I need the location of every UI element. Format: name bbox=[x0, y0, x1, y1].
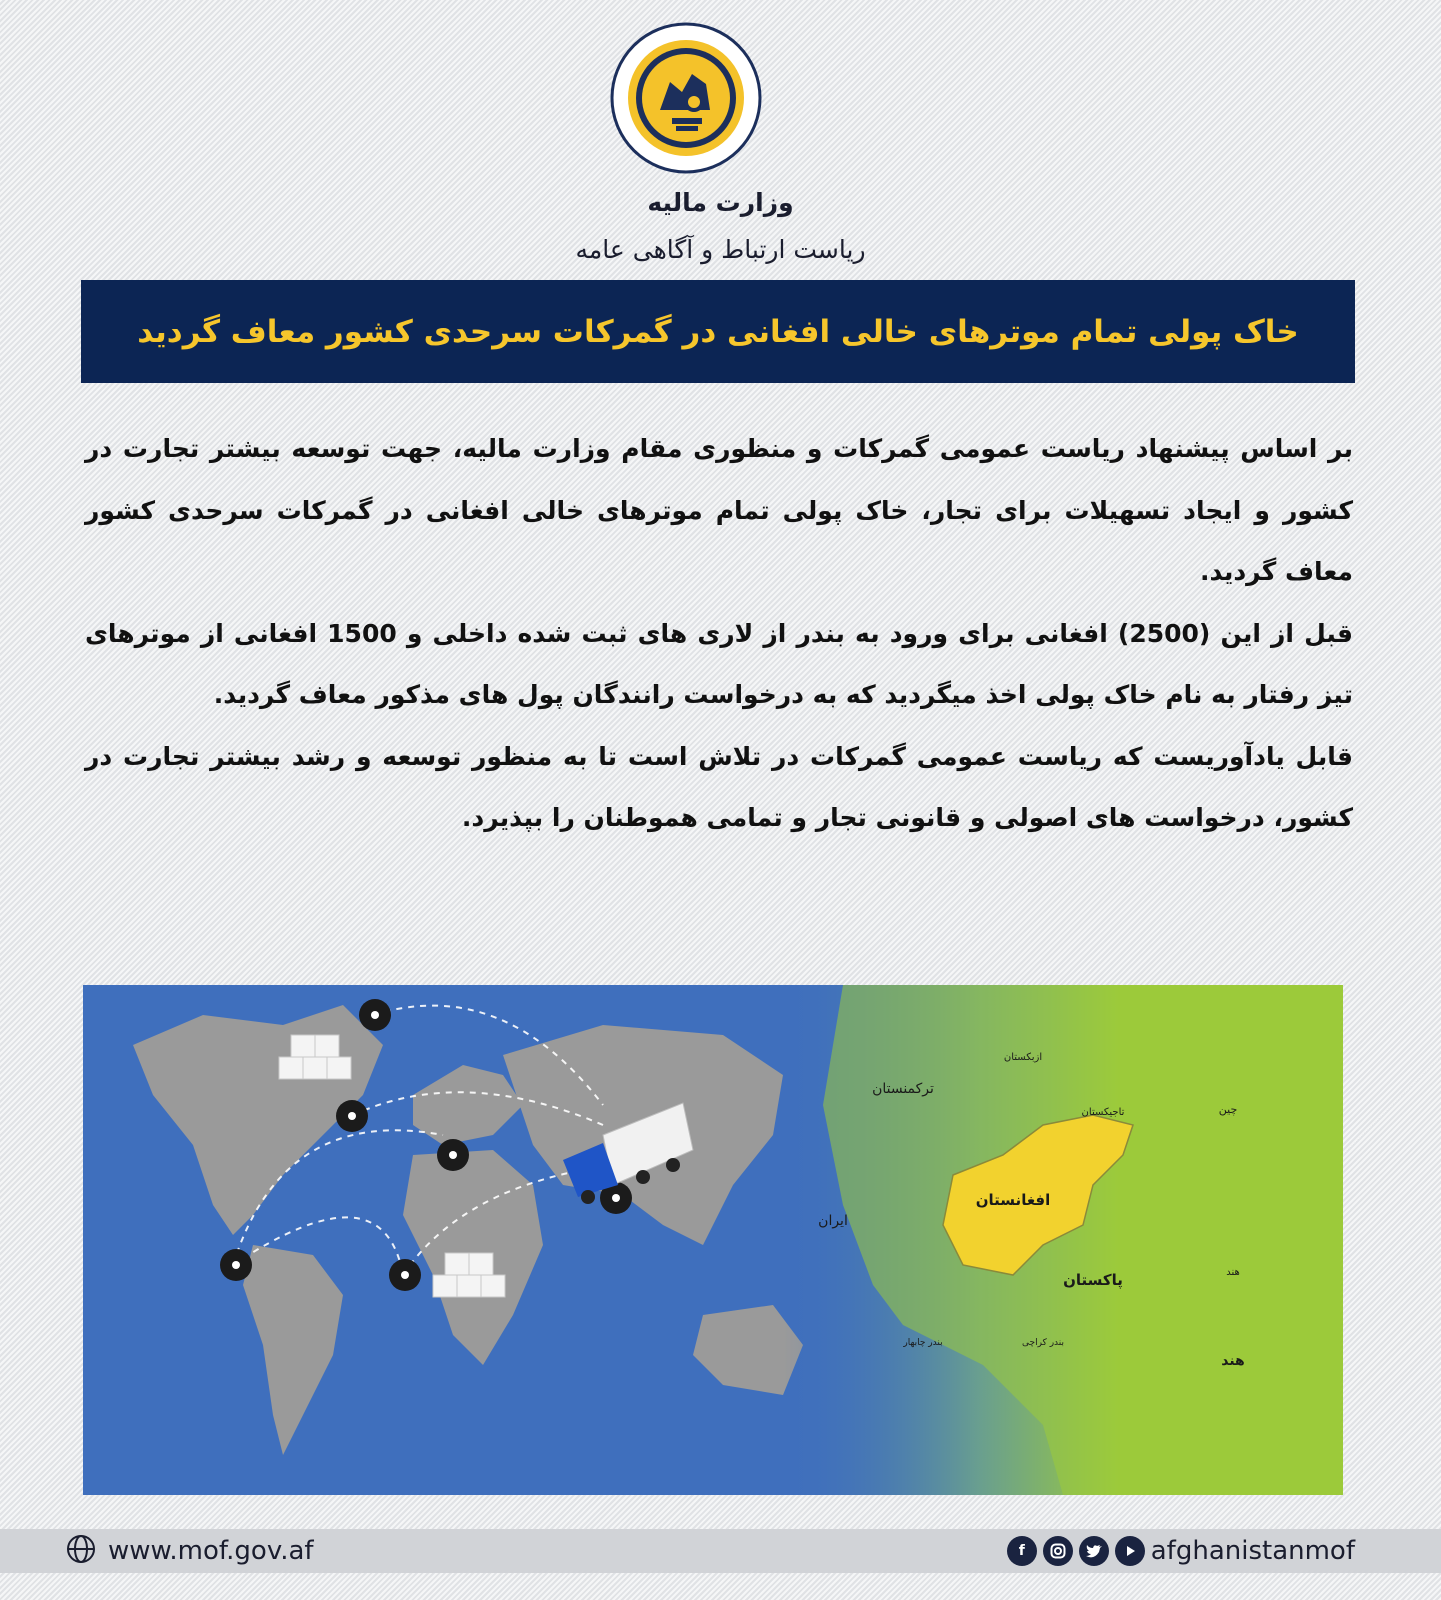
twitter-icon[interactable] bbox=[1079, 1536, 1109, 1566]
globe-icon bbox=[66, 1534, 96, 1568]
label-karachi: بندر کراچی bbox=[1022, 1338, 1064, 1348]
footer-social bbox=[1007, 1535, 1355, 1567]
label-iran: ایران bbox=[818, 1213, 848, 1229]
label-tajikistan: تاجیکستان bbox=[1081, 1107, 1125, 1118]
label-china: چین bbox=[1218, 1103, 1238, 1116]
paragraph-3: قابل یادآوریست که ریاست عمومی گمرکات در تلاش است تا به منظور توسعه و رشد بیشتر تجارت در کشور، درخواست های اصولی و قانونی تجار و تمامی هموطنان را بپذیرد. bbox=[85, 741, 1353, 832]
article-body bbox=[85, 418, 1353, 849]
paragraph-1: بر اساس پیشنهاد ریاست عمومی گمرکات و منظوری مقام وزارت مالیه، جهت توسعه بیشتر تجارت در کشور و ایجاد تسهیلات برای تجار، خاک پولی تمام موترهای خالی افغانی در گمرکات سرحدی کشور معاف گردید. bbox=[85, 434, 1353, 586]
label-india: هند bbox=[1221, 1353, 1245, 1369]
facebook-icon[interactable]: f bbox=[1007, 1536, 1037, 1566]
label-chabahar: بندر چابهار bbox=[903, 1338, 943, 1348]
headline-text: خاک پولی تمام موترهای خالی افغانی در گمرکات سرحدی کشور معاف گردید bbox=[137, 313, 1299, 350]
ministry-seal-logo bbox=[610, 22, 762, 174]
paragraph-2: قبل از این (2500) افغانی برای ورود به بندر از لاری های ثبت شده داخلی و 1500 افغانی از موترهای تیز رفتار به نام خاک پولی اخذ میگردید که به درخواست رانندگان پول های مذکور معاف گردید. bbox=[85, 618, 1354, 709]
headline-banner bbox=[81, 280, 1355, 383]
instagram-icon[interactable] bbox=[1043, 1536, 1073, 1566]
label-pakistan: پاکستان bbox=[1063, 1271, 1123, 1289]
trade-map-illustration bbox=[83, 985, 1343, 1495]
youtube-icon[interactable] bbox=[1115, 1536, 1145, 1566]
label-india-small: هند bbox=[1226, 1267, 1240, 1278]
label-afghanistan: افغانستان bbox=[975, 1191, 1051, 1209]
ministry-name: وزارت مالیه bbox=[647, 188, 794, 217]
label-turkmenistan: ترکمنستان bbox=[872, 1081, 934, 1097]
website-link[interactable]: www.mof.gov.af bbox=[108, 1536, 314, 1566]
department-name: ریاست ارتباط و آگاهی عامه bbox=[575, 235, 866, 264]
social-handle[interactable]: afghanistanmof bbox=[1150, 1536, 1355, 1566]
footer-website[interactable] bbox=[66, 1535, 314, 1567]
label-uzbekistan: ازبکستان bbox=[1003, 1052, 1043, 1063]
